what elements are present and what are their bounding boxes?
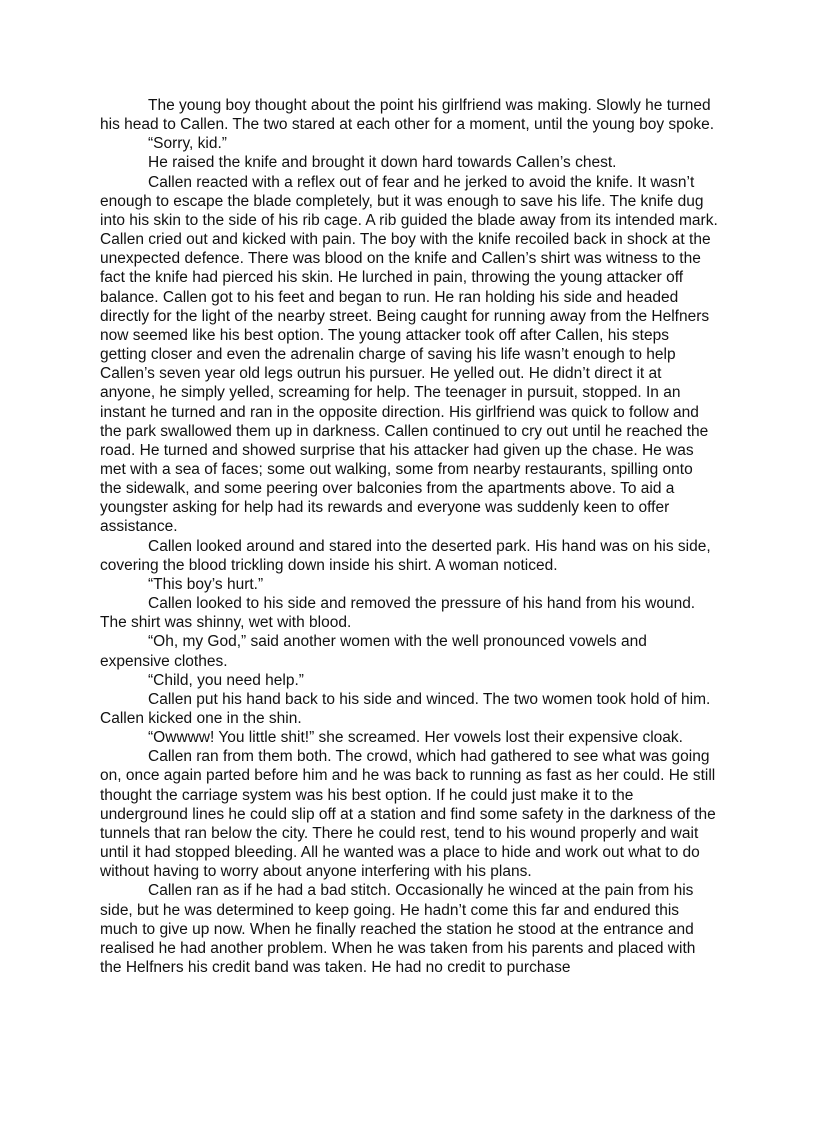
paragraph: Callen put his hand back to his side and winced. The two women took hold of him. Callen kicked one in the shin. <box>100 690 711 727</box>
paragraph: The young boy thought about the point his girlfriend was making. Slowly he turned his head to Callen. The two stared at each other for a moment, until the young boy spoke. <box>100 97 715 134</box>
paragraph: “Owwww! You little shit!” she screamed. Her vowels lost their expensive cloak. <box>148 729 683 747</box>
paragraph: Callen looked to his side and removed the pressure of his hand from his wound. The shirt was shinny, wet with blood. <box>100 595 696 632</box>
paragraph: He raised the knife and brought it down hard towards Callen’s chest. <box>148 154 617 172</box>
paragraph: “This boy’s hurt.” <box>148 575 264 593</box>
paragraph: “Child, you need help.” <box>148 671 304 689</box>
paragraph: Callen reacted with a reflex out of fear and he jerked to avoid the knife. It wasn’t enough to escape the blade completely, but it was enough to save his life. The knife dug into his skin to the side of his rib cage. A rib guided the blade away from its intended mark. Callen cried out and kicked with pain. The boy with the knife recoiled back in shock at the unexpected defence. There was blood on the knife and Callen’s shirt was witness to the fact the knife had pierced his skin. He lurched in pain, throwing the young attacker off balance. Callen got to his feet and began to run. He ran holding his side and headed directly for the light of the nearby street. Being caught for running away from the Helfners now seemed like his best option. The young attacker took off after Callen, his steps getting closer and even the adrenalin charge of saving his life wasn’t enough to help Callen’s seven year old legs outrun his pursuer. He yelled out. He didn’t direct it at anyone, he simply yelled, screaming for help. The teenager in pursuit, stopped. In an instant he turned and ran in the opposite direction. His girlfriend was quick to follow and the park swallowed them up in darkness. Callen continued to cry out until he reached the road. He turned and showed surprise that his attacker had given up the chase. He was met with a sea of faces; some out walking, some from nearby restaurants, spilling onto the sidewalk, and some peering over balconies from the apartments above. To aid a youngster asking for help had its rewards and everyone was suddenly keen to offer assistance. <box>100 173 718 536</box>
paragraph: Callen ran as if he had a bad stitch. Occasionally he winced at the pain from his side, but he was determined to keep going. He hadn’t come this far and endured this much to give up now. When he finally reached the station he stood at the entrance and realised he had another problem. When he was taken from his parents and placed with the Helfners his credit band was taken. He had no credit to purchase <box>100 882 696 977</box>
paragraph: Callen ran from them both. The crowd, which had gathered to see what was going on, once again parted before him and he was back to running as fast as her could. He still thought the carriage system was his best option. If he could just make it to the underground lines he could slip off at a station and find some safety in the darkness of the tunnels that ran below the city. There he could rest, tend to his wound properly and wait until it had stopped bleeding. All he wanted was a place to hide and work out what to do without having to worry about anyone interfering with his plans. <box>100 748 716 881</box>
paragraph: “Oh, my God,” said another women with the well pronounced vowels and expensive clothes. <box>100 633 647 670</box>
paragraph: “Sorry, kid.” <box>148 135 227 153</box>
document-page <box>100 96 718 977</box>
paragraph: Callen looked around and stared into the deserted park. His hand was on his side, covering the blood trickling down inside his shirt. A woman noticed. <box>100 537 711 574</box>
